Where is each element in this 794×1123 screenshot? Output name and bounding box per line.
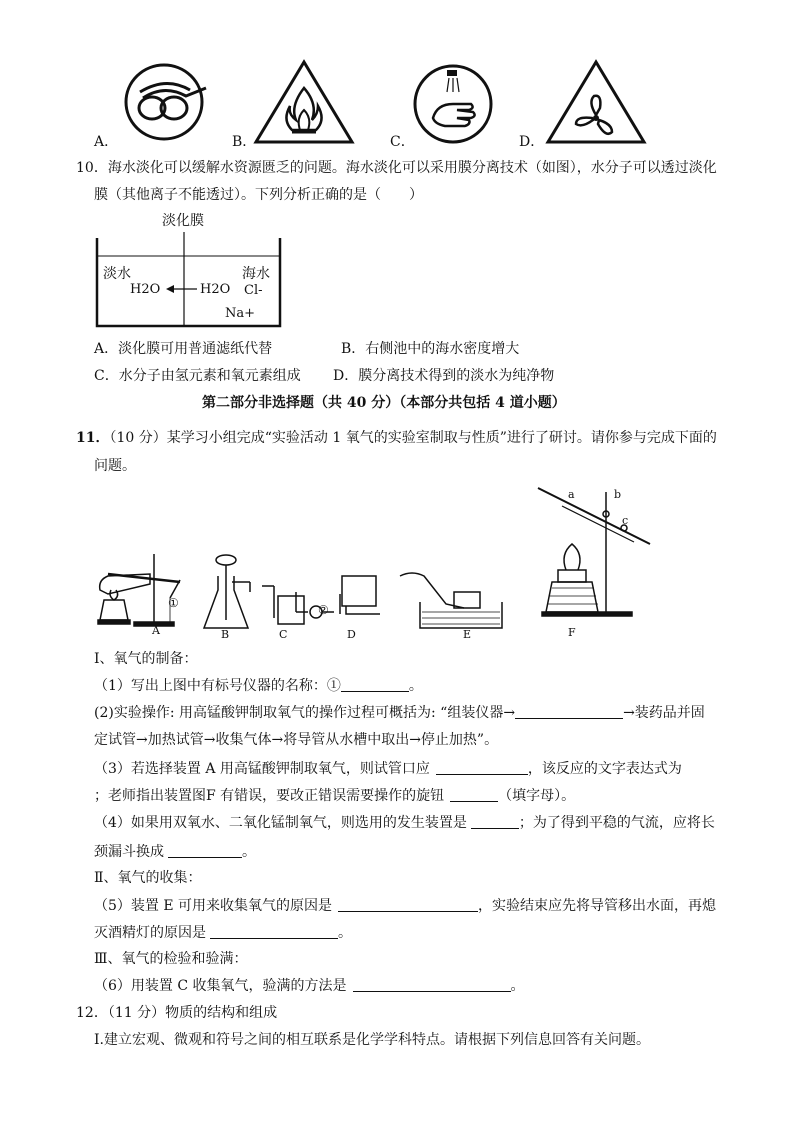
q12-title: 12．（11 分）物质的结构和组成 [76,1005,278,1021]
answer-blank-6[interactable] [168,843,242,858]
membrane-diagram [94,210,294,332]
q11-sub4-text-c: 颈漏斗换成 [94,844,164,860]
q11-sub3-text-a: （3）若选择装置 A 用高锰酸钾制取氧气，则试管口应 [94,761,430,777]
q11-sub4-line1 [94,813,715,833]
apparatus-label-a: A [152,624,160,637]
answer-blank-1[interactable] [341,677,409,692]
q11-sub5-text-a: （5）装置 E 可用来收集氧气的原因是 [94,898,333,914]
section-2-heading: Ⅱ、氧气的收集： [94,870,202,886]
q10-option-b: B．右侧池中的海水密度增大 [341,341,520,357]
q10-option-a: A．淡化膜可用普通滤纸代替 [94,341,273,357]
q11-sub6-text-a: （6）用装置 C 收集氧气，验满的方法是 [94,978,347,994]
answer-blank-5[interactable] [471,814,519,829]
fire-warning-icon [252,58,356,146]
section-1-heading: Ⅰ、氧气的制备： [94,651,198,667]
option-c-label: C． [390,134,415,150]
answer-blank-3[interactable] [436,760,528,775]
apparatus-label-b: B [221,628,230,641]
q11-sub4-text-a: （4）如果用双氧水、二氧化锰制氧气，则选用的发生装置是 [94,815,467,831]
knob-label-b: b [614,488,622,501]
right-h2o-label: H2O [200,282,231,297]
part2-title: 第二部分非选择题（共 40 分）（本部分共包括 4 道小题） [202,395,566,411]
q10-option-c: C．水分子由氢元素和氧元素组成 [94,368,301,384]
knob-label-c: c [622,514,629,527]
q11-sub5-text-c: 灭酒精灯的原因是 [94,925,206,941]
q10-option-d: D．膜分离技术得到的淡水为纯净物 [333,368,555,384]
apparatus-f [538,488,650,616]
q11-sub1-end: 。 [408,678,423,694]
q11-sub3-line1 [94,759,682,779]
q11-sub5-line1 [94,896,716,916]
q11-intro-line1 [76,428,717,448]
q11-sub6-text-b: 。 [510,978,525,994]
answer-blank-2[interactable] [515,704,623,719]
fresh-water-label: 淡水 [103,266,131,282]
q12-subheading: Ⅰ.建立宏观、微观和符号之间的相互联系是化学学科特点。请根据下列信息回答有关问题。 [94,1032,650,1048]
q11-sub3-line2 [94,786,575,806]
circle-one-marker: ① [168,596,179,610]
apparatus-e [400,573,502,628]
answer-blank-7[interactable] [338,897,478,912]
q9-option-icons [0,0,794,160]
hand-washing-icon [411,62,495,146]
knob-label-a: a [568,488,575,501]
q11-sub3-text-d: （填字母）。 [498,788,576,804]
q11-sub4-text-d: 。 [242,844,256,860]
q11-sub2-text-a: (2)实验操作: 用高锰酸钾制取氧气的操作过程可概括为: “组装仪器→ [94,705,516,721]
option-a-label: A． [94,134,119,150]
fan-warning-icon [544,58,648,146]
q11-intro-text: （10 分）某学习小组完成“实验活动 1 氧气的实验室制取与性质”进行了研讨。请你参与完成下面的 [109,430,717,446]
sodium-ion-label: Na+ [225,306,256,321]
apparatus-label-f: F [568,626,576,639]
seawater-label: 海水 [242,266,270,282]
apparatus-d [340,576,380,614]
membrane-label: 淡化膜 [162,213,204,229]
apparatus-label-c: C [279,628,288,641]
q11-sub5-text-b: ，实验结束应先将导管移出水面，再熄 [478,898,717,914]
q11-sub4-line2 [94,842,256,862]
apparatus-label-d: D [347,628,356,641]
q10-stem-line1: 10．海水淡化可以缓解水资源匮乏的问题。海水淡化可以采用膜分离技术（如图），水分子可以透过淡化 [76,160,717,176]
answer-blank-8[interactable] [210,924,338,939]
circle-two-marker: ② [318,603,329,617]
apparatus-b [204,555,250,628]
answer-blank-9[interactable] [353,977,511,992]
q11-number: 11． [76,430,110,446]
section-3-heading: Ⅲ、氧气的检验和验满： [94,951,248,967]
q11-sub2-line2: 定试管→加热试管→收集气体→将导管从水槽中取出→停止加热”。 [94,732,499,748]
answer-blank-4[interactable] [450,787,498,802]
apparatus-a [98,554,180,626]
option-b-label: B． [232,134,257,150]
chloride-ion-label: Cl- [244,283,263,298]
q11-sub4-text-b: ；为了得到平稳的气流，应将长 [518,815,715,831]
left-h2o-label: H2O [130,282,161,297]
q11-sub5-line2 [94,923,352,943]
q10-stem-line2: 膜（其他离子不能透过）。下列分析正确的是（ ） [94,187,423,203]
q11-intro-line2: 问题。 [94,458,136,474]
q11-sub1-text: （1）写出上图中有标号仪器的名称：① [94,678,341,694]
option-d-label: D． [519,134,545,150]
q11-sub2-line1 [94,703,705,723]
goggles-icon [116,62,214,142]
q11-sub1 [94,676,423,696]
q11-sub3-text-b: ，该反应的文字表达式为 [527,761,682,777]
q11-sub5-text-d: 。 [338,925,352,941]
q11-sub2-text-b: →装药品并固 [623,705,705,721]
apparatus-label-e: E [463,628,472,641]
q11-sub6 [94,976,525,996]
q11-sub3-text-c: ；老师指出装置图F 有错误，要改正错误需要操作的旋钮 [94,788,445,804]
apparatus-figure [94,484,654,644]
